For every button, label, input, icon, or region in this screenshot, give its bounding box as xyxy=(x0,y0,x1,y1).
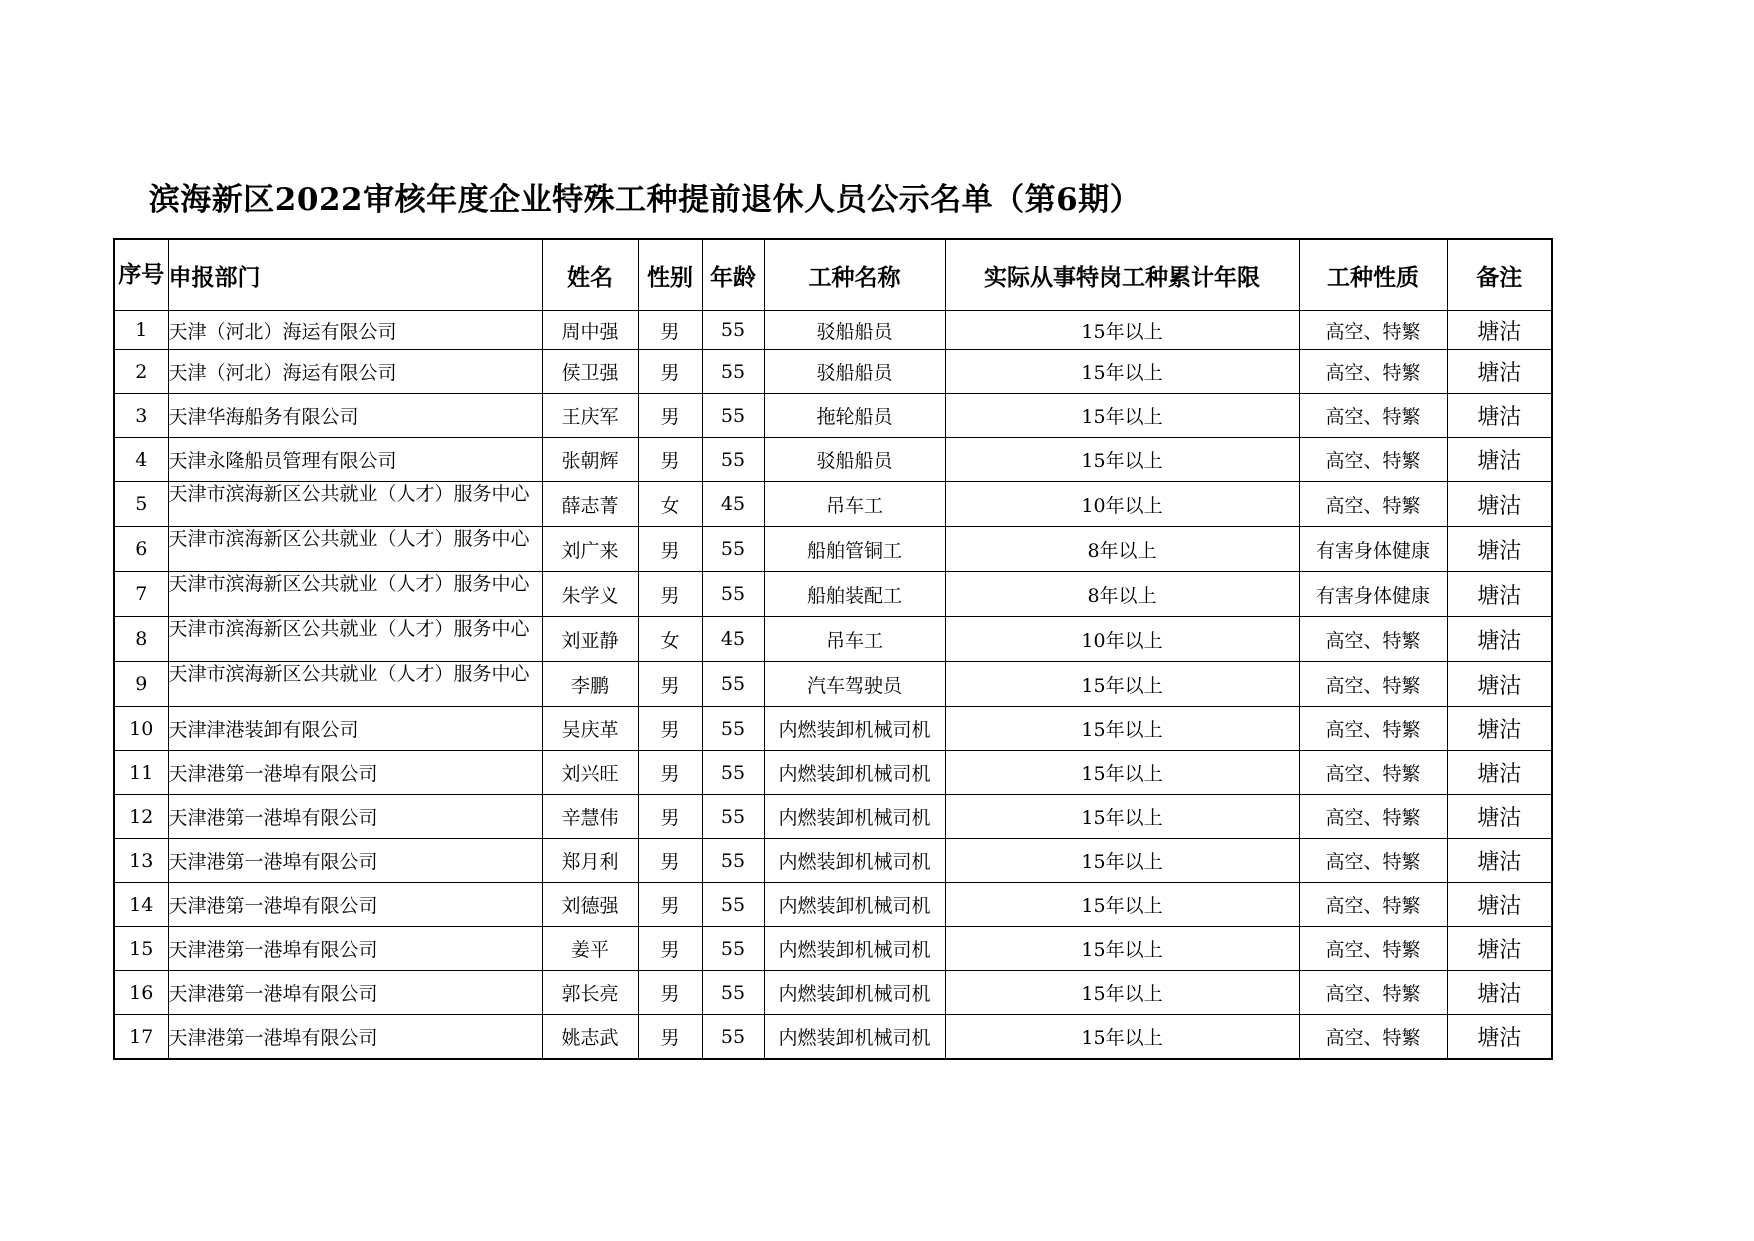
cell-note: 塘沽 xyxy=(1447,751,1552,795)
cell-gender: 男 xyxy=(638,311,702,350)
header-name: 姓名 xyxy=(542,239,638,311)
cell-job: 内燃装卸机械司机 xyxy=(764,927,945,971)
cell-name: 周中强 xyxy=(542,311,638,350)
cell-job: 船舶管铜工 xyxy=(764,527,945,572)
cell-seq: 17 xyxy=(114,1015,168,1060)
cell-nature: 高空、特繁 xyxy=(1299,839,1447,883)
cell-years: 15年以上 xyxy=(945,311,1299,350)
cell-gender: 男 xyxy=(638,883,702,927)
cell-dept: 天津港第一港埠有限公司 xyxy=(168,927,542,971)
table-row xyxy=(114,394,1552,438)
table-row xyxy=(114,927,1552,971)
cell-dept: 天津港第一港埠有限公司 xyxy=(168,1015,542,1060)
cell-years: 10年以上 xyxy=(945,482,1299,527)
cell-years: 15年以上 xyxy=(945,662,1299,707)
cell-name: 姜平 xyxy=(542,927,638,971)
cell-name: 侯卫强 xyxy=(542,350,638,394)
cell-dept-text: 天津市滨海新区公共就业（人才）服务中心 xyxy=(168,618,530,640)
cell-nature: 高空、特繁 xyxy=(1299,438,1447,482)
cell-nature: 高空、特繁 xyxy=(1299,971,1447,1015)
cell-note: 塘沽 xyxy=(1447,971,1552,1015)
cell-name: 刘亚静 xyxy=(542,617,638,662)
cell-job: 内燃装卸机械司机 xyxy=(764,707,945,751)
cell-name: 吴庆革 xyxy=(542,707,638,751)
cell-age: 55 xyxy=(702,662,764,707)
cell-nature: 高空、特繁 xyxy=(1299,617,1447,662)
cell-years: 15年以上 xyxy=(945,883,1299,927)
header-nature: 工种性质 xyxy=(1299,239,1447,311)
cell-dept: 天津津港装卸有限公司 xyxy=(168,707,542,751)
cell-years: 8年以上 xyxy=(945,527,1299,572)
cell-years: 15年以上 xyxy=(945,927,1299,971)
header-age: 年龄 xyxy=(702,239,764,311)
table-row xyxy=(114,617,1552,662)
cell-name: 郑月利 xyxy=(542,839,638,883)
cell-job: 吊车工 xyxy=(764,617,945,662)
header-job: 工种名称 xyxy=(764,239,945,311)
cell-dept: 天津港第一港埠有限公司 xyxy=(168,971,542,1015)
header-note: 备注 xyxy=(1447,239,1552,311)
cell-job: 驳船船员 xyxy=(764,350,945,394)
cell-note: 塘沽 xyxy=(1447,795,1552,839)
cell-dept: 天津（河北）海运有限公司 xyxy=(168,350,542,394)
cell-name: 张朝辉 xyxy=(542,438,638,482)
cell-note: 塘沽 xyxy=(1447,350,1552,394)
cell-dept: 天津永隆船员管理有限公司 xyxy=(168,438,542,482)
table-row xyxy=(114,839,1552,883)
cell-age: 55 xyxy=(702,572,764,617)
cell-name: 姚志武 xyxy=(542,1015,638,1060)
cell-age: 55 xyxy=(702,707,764,751)
cell-nature: 高空、特繁 xyxy=(1299,350,1447,394)
cell-note: 塘沽 xyxy=(1447,482,1552,527)
cell-age: 45 xyxy=(702,482,764,527)
cell-age: 55 xyxy=(702,438,764,482)
roster-table xyxy=(113,238,1553,1060)
cell-years: 15年以上 xyxy=(945,971,1299,1015)
cell-name: 郭长亮 xyxy=(542,971,638,1015)
cell-gender: 男 xyxy=(638,527,702,572)
cell-dept-text: 天津市滨海新区公共就业（人才）服务中心 xyxy=(168,483,530,505)
cell-gender: 男 xyxy=(638,662,702,707)
cell-seq: 12 xyxy=(114,795,168,839)
cell-job: 内燃装卸机械司机 xyxy=(764,839,945,883)
cell-years: 15年以上 xyxy=(945,751,1299,795)
cell-gender: 男 xyxy=(638,1015,702,1060)
cell-seq: 15 xyxy=(114,927,168,971)
cell-nature: 高空、特繁 xyxy=(1299,795,1447,839)
table-row xyxy=(114,971,1552,1015)
cell-nature: 高空、特繁 xyxy=(1299,1015,1447,1060)
cell-gender: 男 xyxy=(638,795,702,839)
cell-age: 55 xyxy=(702,927,764,971)
cell-note: 塘沽 xyxy=(1447,927,1552,971)
cell-years: 15年以上 xyxy=(945,1015,1299,1060)
cell-age: 55 xyxy=(702,350,764,394)
cell-dept: 天津港第一港埠有限公司 xyxy=(168,883,542,927)
cell-job: 驳船船员 xyxy=(764,311,945,350)
cell-job: 船舶装配工 xyxy=(764,572,945,617)
cell-nature: 高空、特繁 xyxy=(1299,707,1447,751)
cell-dept-text: 天津市滨海新区公共就业（人才）服务中心 xyxy=(168,528,530,550)
table-row xyxy=(114,883,1552,927)
cell-dept xyxy=(168,662,542,707)
cell-seq: 8 xyxy=(114,617,168,662)
cell-age: 55 xyxy=(702,527,764,572)
cell-note: 塘沽 xyxy=(1447,311,1552,350)
cell-dept-text: 天津市滨海新区公共就业（人才）服务中心 xyxy=(168,573,530,595)
cell-nature: 高空、特繁 xyxy=(1299,662,1447,707)
header-years: 实际从事特岗工种累计年限 xyxy=(945,239,1299,311)
cell-nature: 高空、特繁 xyxy=(1299,311,1447,350)
cell-gender: 女 xyxy=(638,482,702,527)
cell-seq: 10 xyxy=(114,707,168,751)
cell-nature: 有害身体健康 xyxy=(1299,572,1447,617)
table-row xyxy=(114,662,1552,707)
cell-gender: 男 xyxy=(638,350,702,394)
cell-age: 55 xyxy=(702,394,764,438)
cell-dept xyxy=(168,617,542,662)
cell-nature: 高空、特繁 xyxy=(1299,927,1447,971)
cell-note: 塘沽 xyxy=(1447,572,1552,617)
cell-nature: 高空、特繁 xyxy=(1299,394,1447,438)
cell-note: 塘沽 xyxy=(1447,883,1552,927)
table-row xyxy=(114,350,1552,394)
roster-body xyxy=(114,311,1552,1060)
cell-age: 55 xyxy=(702,971,764,1015)
cell-name: 刘广来 xyxy=(542,527,638,572)
cell-dept-text: 天津市滨海新区公共就业（人才）服务中心 xyxy=(168,663,530,685)
cell-job: 内燃装卸机械司机 xyxy=(764,971,945,1015)
cell-seq: 7 xyxy=(114,572,168,617)
cell-dept: 天津（河北）海运有限公司 xyxy=(168,311,542,350)
cell-age: 55 xyxy=(702,751,764,795)
cell-note: 塘沽 xyxy=(1447,707,1552,751)
cell-note: 塘沽 xyxy=(1447,617,1552,662)
cell-seq: 4 xyxy=(114,438,168,482)
table-row xyxy=(114,795,1552,839)
cell-years: 15年以上 xyxy=(945,438,1299,482)
cell-gender: 女 xyxy=(638,617,702,662)
cell-seq: 6 xyxy=(114,527,168,572)
cell-name: 王庆军 xyxy=(542,394,638,438)
cell-seq: 13 xyxy=(114,839,168,883)
cell-years: 15年以上 xyxy=(945,350,1299,394)
cell-job: 内燃装卸机械司机 xyxy=(764,795,945,839)
cell-note: 塘沽 xyxy=(1447,527,1552,572)
cell-seq: 2 xyxy=(114,350,168,394)
header-row xyxy=(114,239,1552,311)
cell-gender: 男 xyxy=(638,438,702,482)
cell-nature: 高空、特繁 xyxy=(1299,482,1447,527)
cell-age: 55 xyxy=(702,883,764,927)
cell-job: 内燃装卸机械司机 xyxy=(764,751,945,795)
cell-age: 55 xyxy=(702,839,764,883)
cell-age: 55 xyxy=(702,795,764,839)
cell-note: 塘沽 xyxy=(1447,438,1552,482)
cell-dept: 天津港第一港埠有限公司 xyxy=(168,839,542,883)
cell-years: 15年以上 xyxy=(945,707,1299,751)
cell-job: 内燃装卸机械司机 xyxy=(764,1015,945,1060)
cell-dept: 天津港第一港埠有限公司 xyxy=(168,751,542,795)
cell-name: 辛慧伟 xyxy=(542,795,638,839)
cell-note: 塘沽 xyxy=(1447,839,1552,883)
cell-note: 塘沽 xyxy=(1447,1015,1552,1060)
header-gender: 性别 xyxy=(638,239,702,311)
cell-job: 内燃装卸机械司机 xyxy=(764,883,945,927)
table-row xyxy=(114,311,1552,350)
cell-name: 朱学义 xyxy=(542,572,638,617)
cell-note: 塘沽 xyxy=(1447,394,1552,438)
cell-years: 15年以上 xyxy=(945,394,1299,438)
cell-gender: 男 xyxy=(638,751,702,795)
table-row xyxy=(114,572,1552,617)
cell-seq: 3 xyxy=(114,394,168,438)
cell-gender: 男 xyxy=(638,927,702,971)
cell-age: 45 xyxy=(702,617,764,662)
cell-nature: 高空、特繁 xyxy=(1299,751,1447,795)
cell-job: 驳船船员 xyxy=(764,438,945,482)
cell-name: 刘兴旺 xyxy=(542,751,638,795)
table-row xyxy=(114,482,1552,527)
table-row xyxy=(114,438,1552,482)
cell-years: 8年以上 xyxy=(945,572,1299,617)
cell-dept: 天津港第一港埠有限公司 xyxy=(168,795,542,839)
cell-gender: 男 xyxy=(638,971,702,1015)
cell-dept xyxy=(168,527,542,572)
table-row xyxy=(114,1015,1552,1060)
cell-dept xyxy=(168,572,542,617)
cell-age: 55 xyxy=(702,311,764,350)
table-row xyxy=(114,707,1552,751)
table-row xyxy=(114,527,1552,572)
cell-years: 10年以上 xyxy=(945,617,1299,662)
page-title: 滨海新区2022审核年度企业特殊工种提前退休人员公示名单（第6期） xyxy=(148,182,1142,218)
cell-name: 薛志菁 xyxy=(542,482,638,527)
cell-seq: 1 xyxy=(114,311,168,350)
cell-dept: 天津华海船务有限公司 xyxy=(168,394,542,438)
cell-note: 塘沽 xyxy=(1447,662,1552,707)
cell-name: 刘德强 xyxy=(542,883,638,927)
header-dept: 申报部门 xyxy=(168,239,542,311)
cell-name: 李鹏 xyxy=(542,662,638,707)
cell-years: 15年以上 xyxy=(945,795,1299,839)
cell-job: 拖轮船员 xyxy=(764,394,945,438)
cell-age: 55 xyxy=(702,1015,764,1060)
cell-seq: 11 xyxy=(114,751,168,795)
cell-dept xyxy=(168,482,542,527)
cell-job: 汽车驾驶员 xyxy=(764,662,945,707)
cell-years: 15年以上 xyxy=(945,839,1299,883)
cell-seq: 9 xyxy=(114,662,168,707)
cell-nature: 有害身体健康 xyxy=(1299,527,1447,572)
cell-seq: 14 xyxy=(114,883,168,927)
cell-gender: 男 xyxy=(638,394,702,438)
cell-seq: 16 xyxy=(114,971,168,1015)
cell-gender: 男 xyxy=(638,707,702,751)
cell-job: 吊车工 xyxy=(764,482,945,527)
cell-gender: 男 xyxy=(638,572,702,617)
cell-seq: 5 xyxy=(114,482,168,527)
header-seq: 序号 xyxy=(114,239,168,311)
table-row xyxy=(114,751,1552,795)
cell-gender: 男 xyxy=(638,839,702,883)
cell-nature: 高空、特繁 xyxy=(1299,883,1447,927)
